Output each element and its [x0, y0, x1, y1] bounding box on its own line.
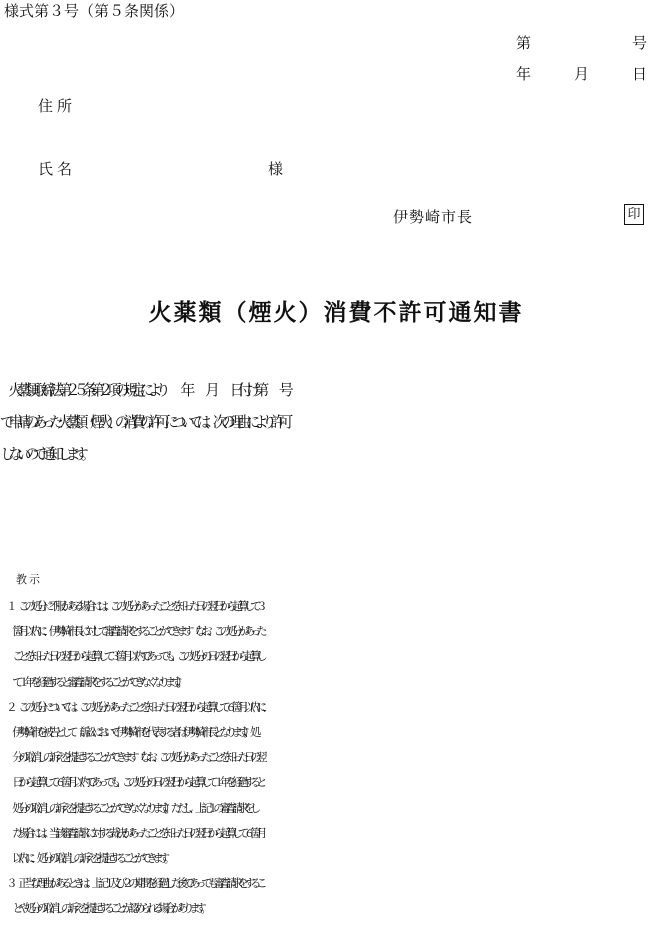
instruction-line: ３ 正当な理由があるときは、上記１及び２の期間を経過した後であっても審査請求をするこ	[0, 876, 263, 891]
issuer-title: 伊勢崎市長	[393, 208, 474, 226]
instruction-line: 箇月以内に、伊勢崎市長に対して審査請求をすることができます（なお、この処分があった	[0, 624, 263, 639]
instruction-line: 日から起算して６箇月以内であっても、この処分の日の翌日から起算して１年を経過すると	[0, 775, 263, 790]
seal-mark: 印	[624, 204, 644, 225]
date-day: 日	[632, 65, 648, 83]
date-year: 年	[516, 65, 532, 83]
instruction-line: 伊勢崎市を被告として（訴訟において伊勢崎市を代表する者は伊勢崎市長となります。）、処	[0, 725, 256, 740]
name-label: 氏名	[38, 160, 77, 178]
form-number-label: 様式第３号（第５条関係）	[4, 2, 185, 20]
instruction-line: １ この処分に不服がある場合には、この処分があったことを知った日の翌日から起算して３	[0, 599, 263, 613]
instruction-line: ２ この処分については、この処分があったことを知った日の翌日から起算して６箇月以内に、	[0, 699, 269, 714]
instruction-line: 分の取消しの訴えを提起することができます（なお、この処分があったことを知った日の翌	[0, 750, 263, 765]
instruction-body	[0, 594, 672, 922]
document-title: 火薬類（煙火）消費不許可通知書	[148, 299, 524, 326]
instruction-line: た場合には、当該審査請求に対する裁決があったことを知った日の翌日から起算して６箇月	[0, 825, 263, 840]
instruction-line: 以内に、処分の取消しの訴えを提起することができます。	[0, 851, 170, 866]
instruction-line: 処分の取消しの訴えを提起することができなくなります。）。ただし、上記１の審査請求をし	[0, 800, 256, 815]
date-month: 月	[574, 65, 590, 83]
body-line: 火薬類取締法第２５条第２項の規定により 年 月 日付け第 号	[0, 381, 288, 399]
instruction-line: とや処分の取消しの訴えを提起することが認められる場合があります。	[0, 901, 207, 916]
number-suffix: 号	[632, 34, 648, 52]
number-prefix: 第	[516, 34, 532, 52]
body-line: で申請のあった火薬類（煙火）の消費の許可については、次の理由により許可	[0, 413, 287, 431]
notice-body	[0, 374, 672, 470]
instruction-line: ことを知った日の翌日から起算して３箇月以内であっても、この処分の日の翌日から起算し	[0, 649, 263, 664]
address-label: 住所	[38, 97, 77, 115]
instruction-heading: 教示	[16, 573, 42, 586]
honorific: 様	[268, 160, 284, 178]
body-line: しないので通知します。	[0, 445, 90, 463]
instruction-line: て１年を経過すると審査請求をすることができなくなります。）。	[0, 674, 183, 689]
